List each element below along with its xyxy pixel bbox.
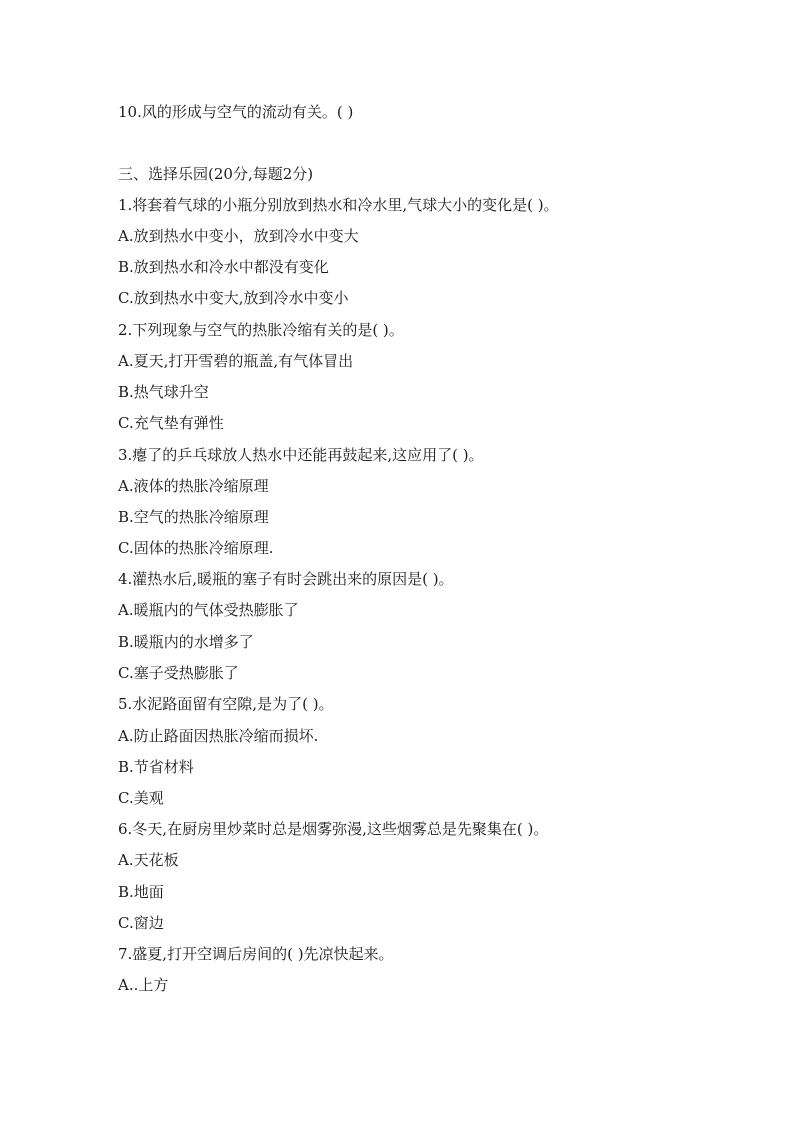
question-4-option-b: B.暖瓶内的水增多了 [118, 633, 254, 651]
question-6-option-a: A.天花板 [118, 851, 179, 869]
question-2-option-b: B.热气球升空 [118, 383, 209, 401]
question-3-option-b: B.空气的热胀冷缩原理 [118, 508, 269, 526]
section-heading: 三、选择乐园(20分,每题2分) [118, 165, 314, 183]
question-6-stem: 6.冬天,在厨房里炒菜时总是烟雾弥漫,这些烟雾总是先聚集在( )。 [118, 820, 549, 838]
question-2-option-a: A.夏天,打开雪碧的瓶盖,有气体冒出 [118, 352, 354, 370]
question-3-option-a: A.液体的热胀冷缩原理 [118, 477, 269, 495]
question-4-option-c: C.塞子受热膨胀了 [118, 664, 239, 682]
question-5-option-b: B.节省材料 [118, 758, 194, 776]
question-3-stem: 3.瘪了的乒乓球放人热水中还能再鼓起来,这应用了( )。 [118, 446, 484, 464]
question-7-stem: 7.盛夏,打开空调后房间的( )先凉快起来。 [118, 945, 394, 963]
question-6-option-c: C.窗边 [118, 914, 164, 932]
question-1-option-c: C.放到热水中变大,放到冷水中变小 [118, 289, 349, 307]
question-2-stem: 2.下列现象与空气的热胀冷缩有关的是( )。 [118, 321, 404, 339]
question-5-option-a: A.防止路面因热胀冷缩而损坏. [118, 727, 319, 745]
question-3-option-c: C.固体的热胀冷缩原理. [118, 539, 274, 557]
question-4-stem: 4.灌热水后,暖瓶的塞子有时会跳出来的原因是( )。 [118, 570, 454, 588]
question-5-option-c: C.美观 [118, 789, 164, 807]
question-1-option-b: B.放到热水和冷水中都没有变化 [118, 258, 329, 276]
question-1-option-a: A.放到热水中变小，放到冷水中变大 [118, 227, 359, 245]
question-2-option-c: C.充气垫有弹性 [118, 414, 224, 432]
question-10-statement: 10.风的形成与空气的流动有关。( ) [118, 103, 354, 121]
question-5-stem: 5.水泥路面留有空隙,是为了( )。 [118, 695, 334, 713]
question-4-option-a: A.暖瓶内的气体受热膨胀了 [118, 601, 299, 619]
question-6-option-b: B.地面 [118, 883, 164, 901]
question-7-option-a: A..上方 [118, 976, 169, 994]
question-1-stem: 1.将套着气球的小瓶分别放到热水和冷水里,气球大小的变化是( )。 [118, 196, 559, 214]
